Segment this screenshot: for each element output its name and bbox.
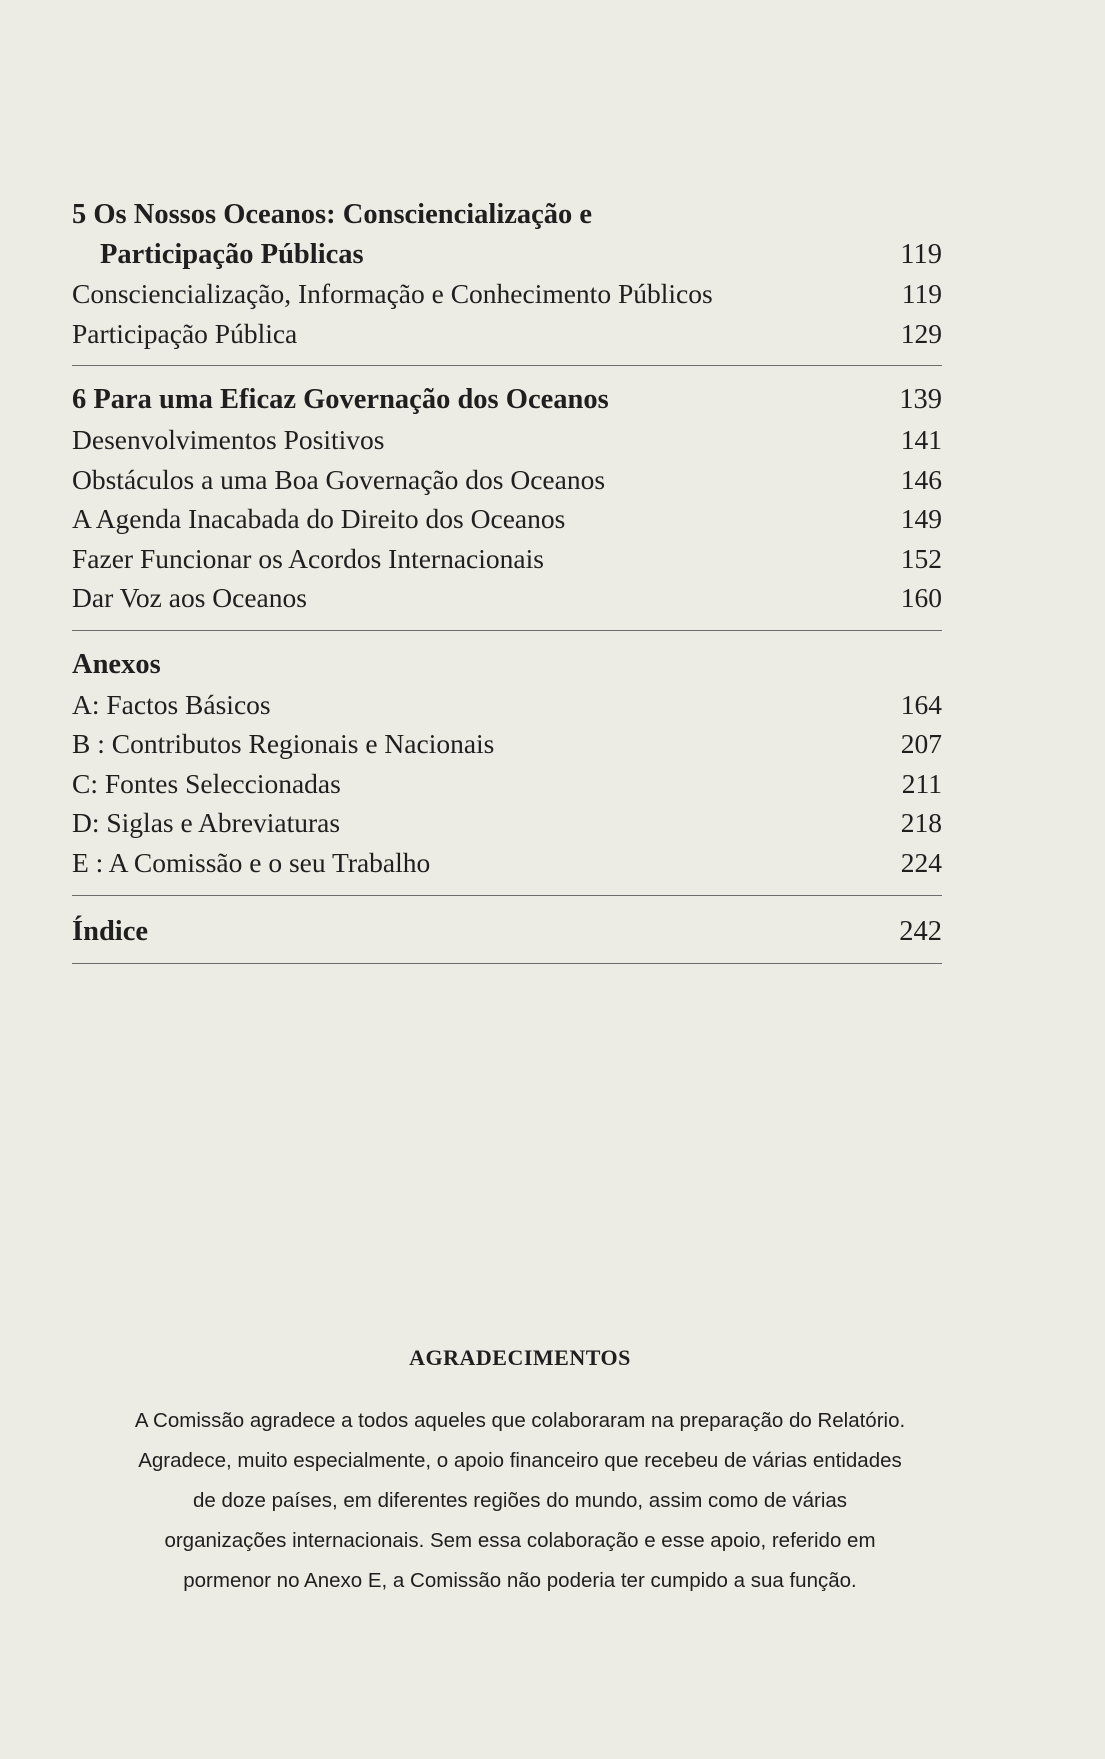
- toc-entry: [72, 539, 942, 579]
- toc-entry: [72, 685, 942, 725]
- page-number: 164: [900, 688, 942, 720]
- page-number: 211: [901, 767, 942, 799]
- entry-label: E : A Comissão e o seu Trabalho: [72, 846, 431, 878]
- section-title: Anexos: [72, 648, 161, 680]
- page-number: 149: [900, 503, 942, 535]
- toc-entry: [72, 578, 942, 618]
- divider: [72, 630, 942, 631]
- page-number: 119: [900, 238, 942, 270]
- section-title-cont: [72, 235, 942, 275]
- entry-label: Participação Pública: [72, 317, 298, 349]
- acknowledgements-line: organizações internacionais. Sem essa colaboração e esse apoio, referido em: [164, 1529, 876, 1552]
- toc-entry: [72, 499, 942, 539]
- acknowledgements-line: A Comissão agradece a todos aqueles que colaboraram na preparação do Relatório.: [134, 1409, 906, 1432]
- entry-label: Desenvolvimentos Positivos: [72, 423, 385, 455]
- toc-section-6: [72, 380, 942, 618]
- entry-label: A Agenda Inacabada do Direito dos Oceanos: [72, 503, 566, 535]
- acknowledgements-line: pormenor no Anexo E, a Comissão não poderia ter cumpido a sua função.: [183, 1569, 857, 1592]
- table-of-contents: [72, 195, 942, 964]
- toc-entry: [72, 724, 942, 764]
- page-number: 207: [900, 728, 942, 760]
- section-title: [72, 912, 942, 952]
- section-title-text: Índice: [72, 915, 149, 947]
- toc-entry: [72, 460, 942, 500]
- entry-label: D: Siglas e Abreviaturas: [72, 807, 341, 839]
- page-number: 146: [900, 463, 942, 495]
- toc-indice: [72, 912, 942, 952]
- toc-section-5: [72, 195, 942, 353]
- page-number: 160: [900, 582, 942, 614]
- entry-label: Dar Voz aos Oceanos: [72, 582, 307, 614]
- page-number: 139: [899, 384, 942, 416]
- page-number: 119: [901, 278, 942, 310]
- entry-label: C: Fontes Seleccionadas: [72, 767, 341, 799]
- acknowledgements-line: de doze países, em diferentes regiões do mundo, assim como de várias: [192, 1489, 848, 1512]
- toc-entry: [72, 764, 942, 804]
- page-number: 141: [900, 423, 942, 455]
- section-title: [72, 195, 942, 235]
- acknowledgements-line: Agradece, muito especialmente, o apoio financeiro que recebeu de várias entidades: [138, 1449, 902, 1472]
- acknowledgements-heading: AGRADECIMENTOS: [409, 1345, 631, 1370]
- section-title-line1: 5 Os Nossos Oceanos: Consciencialização e: [72, 199, 593, 230]
- toc-entry: [72, 274, 942, 314]
- toc-entry: [72, 420, 942, 460]
- page-number: 218: [900, 807, 942, 839]
- page-number: 224: [900, 846, 942, 878]
- toc-entry: [72, 803, 942, 843]
- page-number: 242: [899, 915, 942, 947]
- entry-label: Obstáculos a uma Boa Governação dos Oceanos: [72, 463, 606, 495]
- acknowledgements: [60, 1345, 980, 1601]
- page-number: 129: [900, 317, 942, 349]
- toc-anexos: [72, 645, 942, 883]
- divider: [72, 895, 942, 896]
- page-number: 152: [900, 542, 942, 574]
- divider: [72, 365, 942, 366]
- section-title-line2: Participação Públicas: [100, 238, 364, 270]
- toc-entry: [72, 314, 942, 354]
- entry-label: B : Contributos Regionais e Nacionais: [72, 728, 495, 760]
- section-title: [72, 380, 942, 420]
- entry-label: Fazer Funcionar os Acordos Internacionais: [72, 542, 544, 574]
- divider: [72, 963, 942, 964]
- entry-label: Consciencialização, Informação e Conhecimento Públicos: [72, 278, 713, 310]
- section-title-text: 6 Para uma Eficaz Governação dos Oceanos: [72, 384, 609, 416]
- toc-entry: [72, 843, 942, 883]
- entry-label: A: Factos Básicos: [72, 688, 271, 720]
